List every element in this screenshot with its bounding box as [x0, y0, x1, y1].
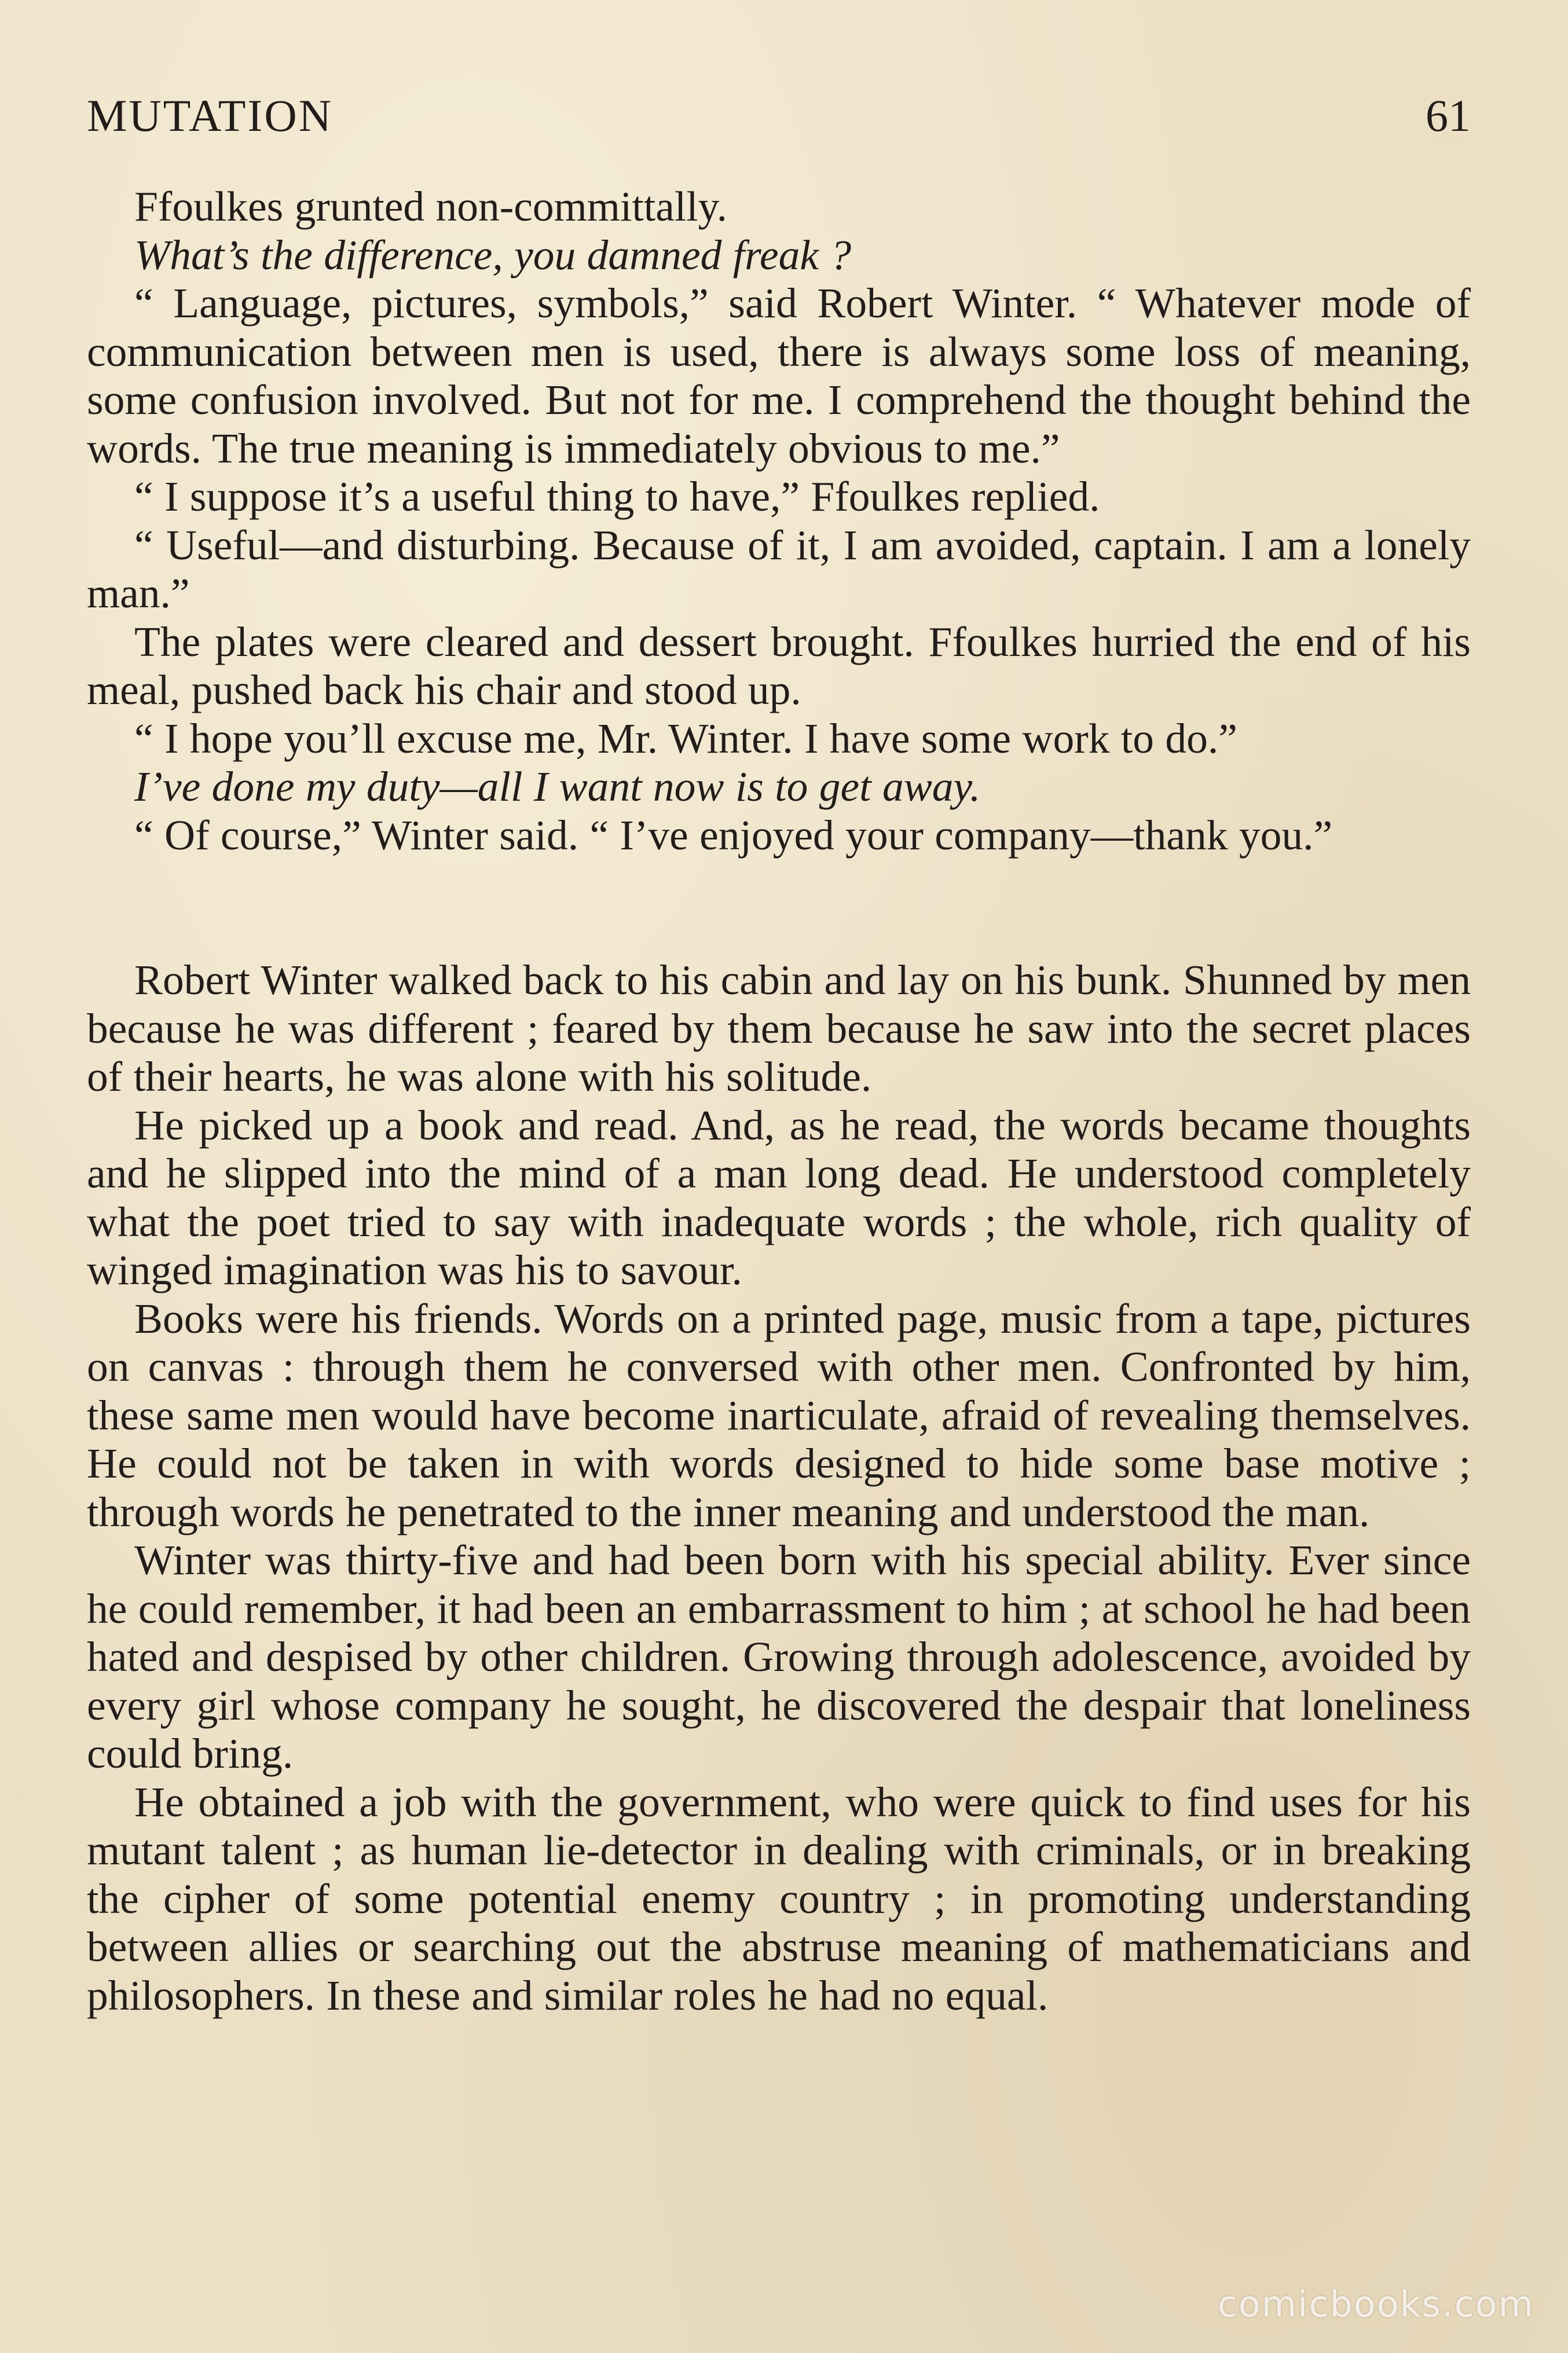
- paragraph: “ I suppose it’s a useful thing to have,” Ffoulkes replied.: [134, 473, 1100, 520]
- italic-thought: I’ve done my duty—all I want now is to get away.: [134, 763, 981, 810]
- paragraph: He obtained a job with the government, who were quick to find uses for his mutant talent ; as human lie-detector in dealing with criminals, or in breaking the cipher of some potential enemy country ; in promoting understanding between allies or searching out the abstruse meaning of mathematicians and philosophers. In these and similar roles he had no equal.: [87, 1778, 1471, 2019]
- paragraph: Winter was thirty-five and had been born with his special ability. Ever since he could remember, it had been an embarrassment to him ; at school he had been hated and despised by other children. Growing through adolescence, avoided by every girl whose company he sought, he discovered the despair that loneliness could bring.: [87, 1537, 1471, 1777]
- paragraph: “ Useful—and disturbing. Because of it, I am avoided, captain. I am a lonely man.”: [87, 521, 1471, 617]
- running-title: MUTATION: [87, 90, 334, 141]
- paragraph: Books were his friends. Words on a printed page, music from a tape, pictures on canvas : through them he conversed with other men. Confronted by him, these same men would have become inarticulate, afraid of revealing themselves. He could not be taken in with words designed to hide some base motive ; through words he penetrated to the inner meaning and understood the man.: [87, 1295, 1471, 1535]
- paragraph: The plates were cleared and dessert brought. Ffoulkes hurried the end of his meal, pushed back his chair and stood up.: [87, 618, 1471, 713]
- body-text: [87, 182, 1471, 2020]
- paragraph: “ Language, pictures, symbols,” said Robert Winter. “ Whatever mode of communication between men is used, there is always some loss of meaning, some confusion involved. But not for me. I comprehend the thought behind the words. The true meaning is immediately obvious to me.”: [87, 280, 1471, 472]
- paragraph: “ I hope you’ll excuse me, Mr. Winter. I have some work to do.”: [134, 714, 1237, 762]
- running-head: [87, 87, 1471, 145]
- italic-thought: What’s the difference, you damned freak ?: [134, 231, 852, 278]
- paragraph: “ Of course,” Winter said. “ I’ve enjoyed your company—thank you.”: [134, 811, 1333, 859]
- section-break: [87, 859, 1471, 956]
- watermark: comicbooks.com: [1217, 2283, 1534, 2325]
- paragraph: He picked up a book and read. And, as he read, the words became thoughts and he slipped into the mind of a man long dead. He understood completely what the poet tried to say with inadequate words ; the whole, rich quality of winged imagination was his to savour.: [87, 1101, 1471, 1293]
- paragraph: Robert Winter walked back to his cabin and lay on his bunk. Shunned by men because he was different ; feared by them because he saw into the secret places of their hearts, he was alone with his solitude.: [87, 956, 1471, 1100]
- paragraph: Ffoulkes grunted non-committally.: [134, 183, 728, 230]
- page-number: 61: [1426, 90, 1471, 141]
